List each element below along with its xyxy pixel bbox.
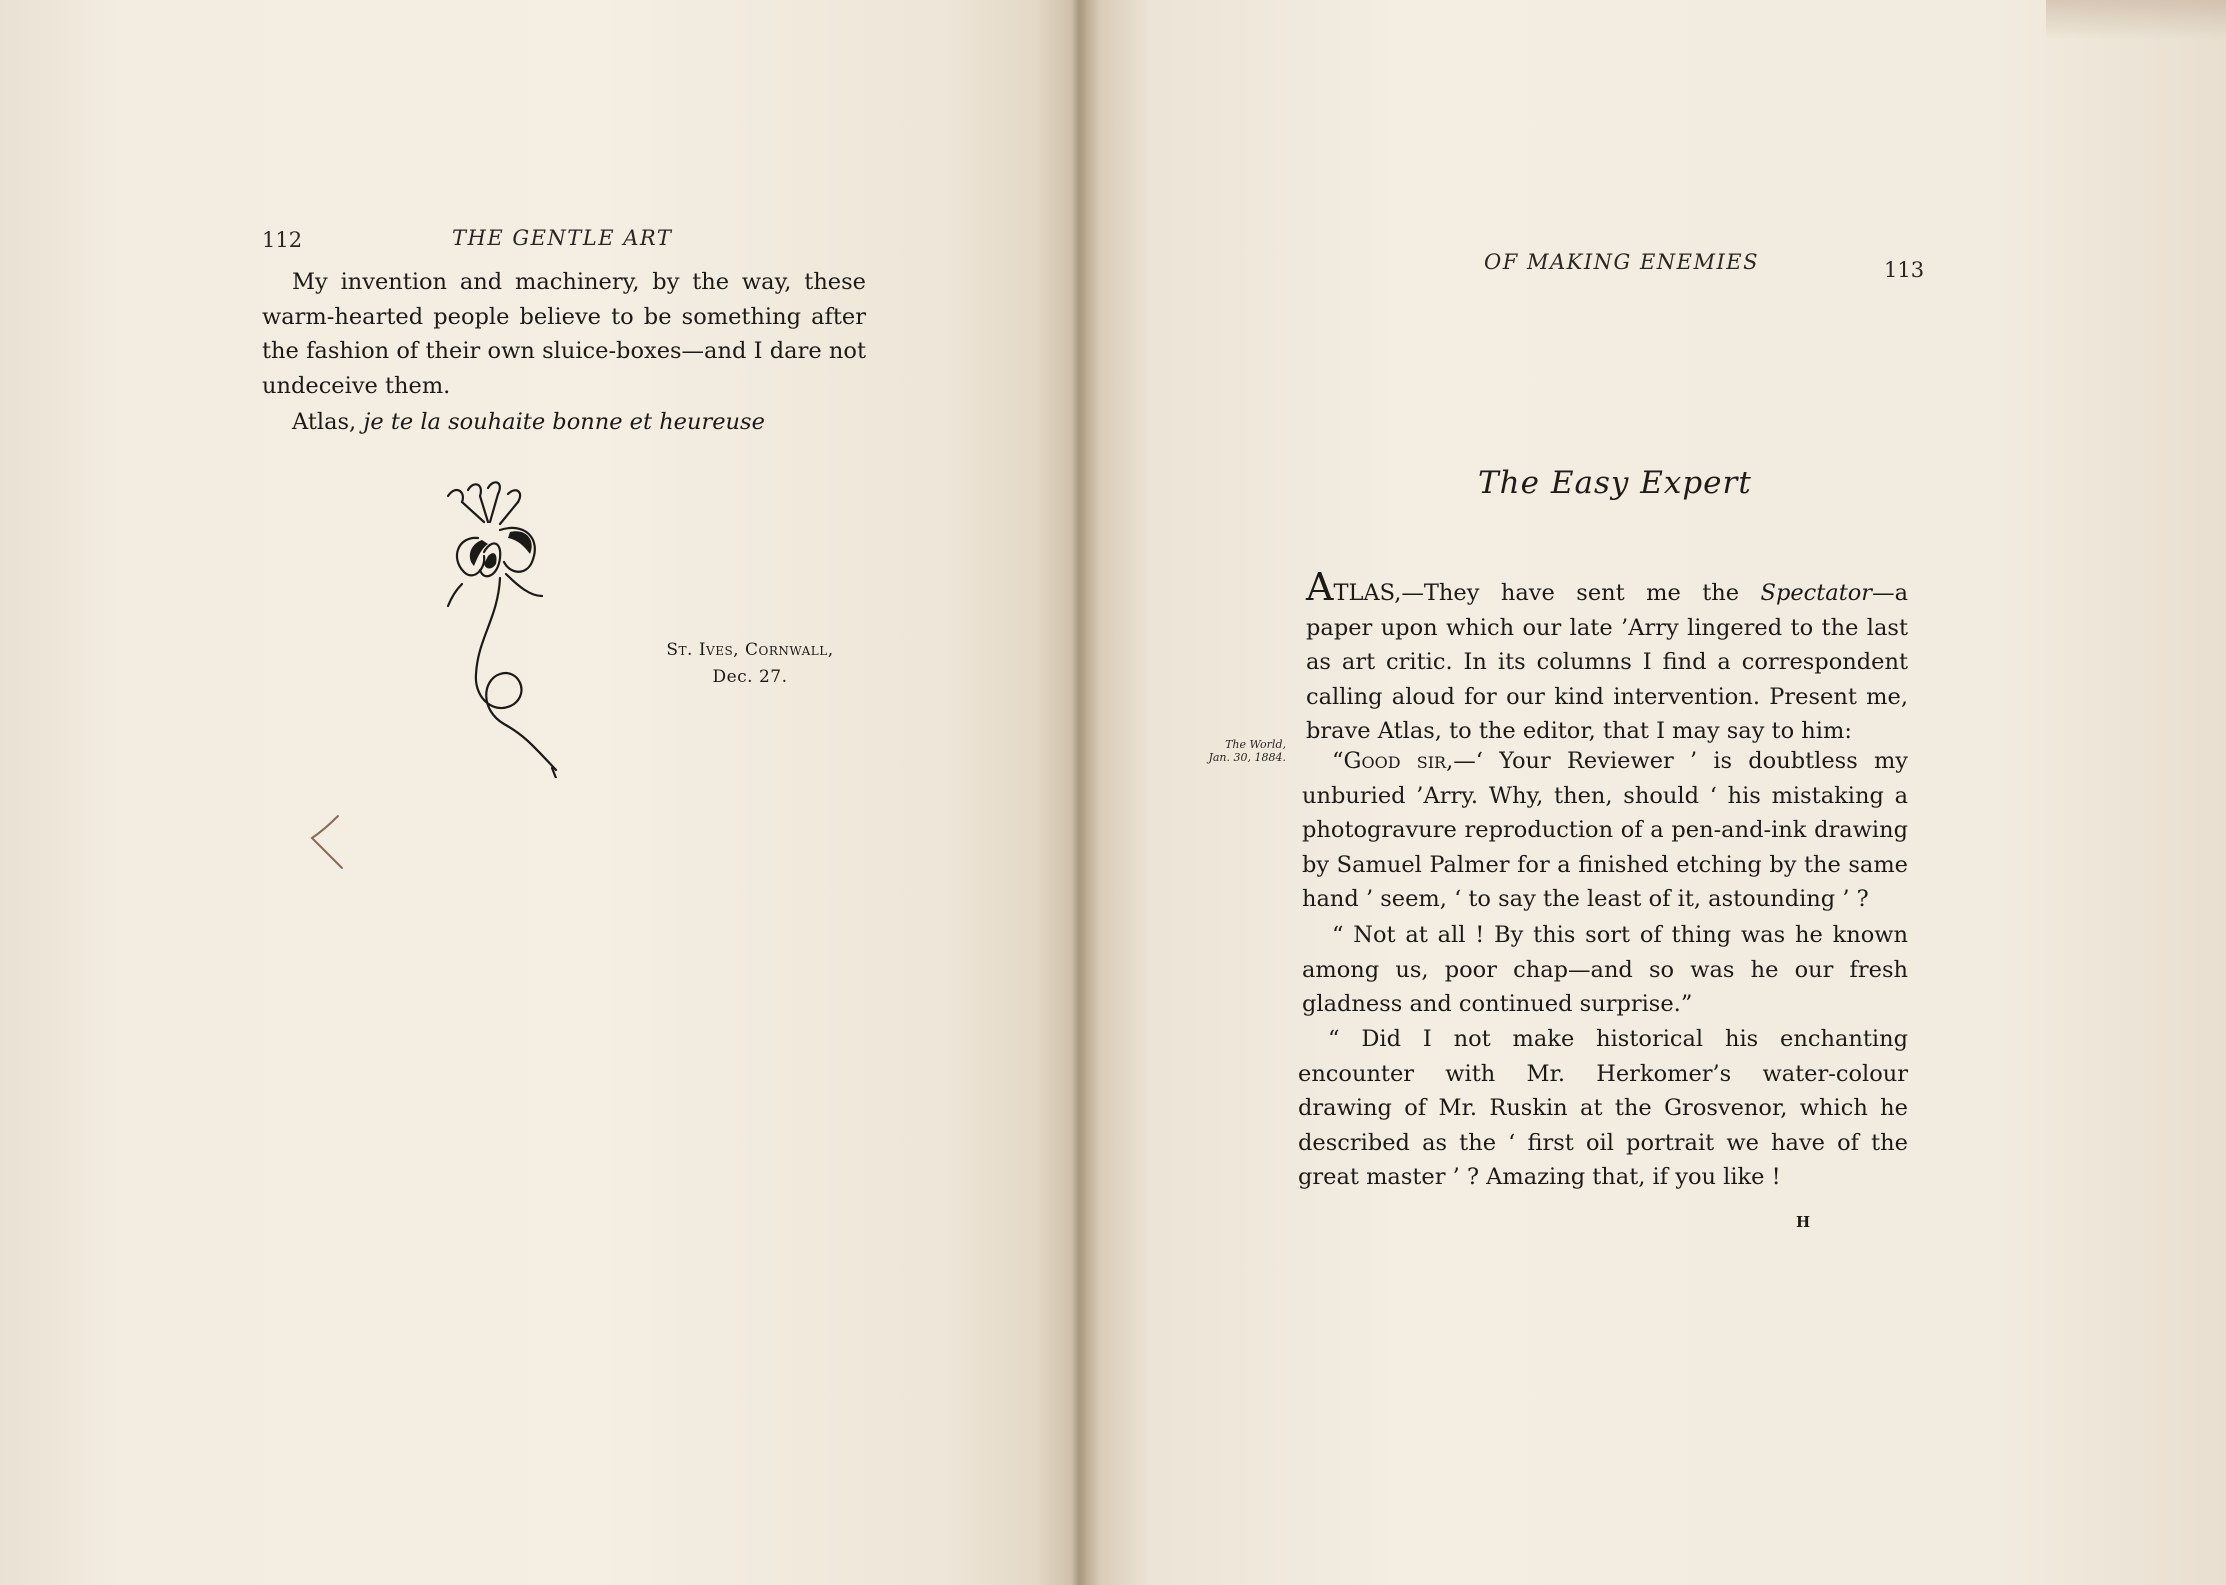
right-paragraph-1-caps: TLAS, (1333, 580, 1402, 606)
left-running-head: THE GENTLE ART (452, 226, 673, 250)
right-page-number: 113 (1884, 258, 1925, 282)
page-stain (2046, 0, 2226, 40)
drop-cap: A (1306, 565, 1334, 609)
margin-note-date: Jan. 30, 1884. (1208, 751, 1286, 764)
dateline-date: Dec. 27. (712, 667, 788, 687)
dateline-place: St. Ives, Cornwall, (666, 640, 834, 660)
right-running-head: OF MAKING ENEMIES (1484, 250, 1759, 274)
right-paragraph-1-a: —They have sent me the (1401, 580, 1740, 606)
right-paragraph-4: “ Did I not make historical his enchanting encounter with Mr. Herkomer’s water-colour drawing of Mr. Ruskin at the Grosvenor, which he described as the ‘ first oil portrait we have of the great master ’ ? Amazing that, if you like ! (1298, 1026, 1908, 1190)
margin-note (1196, 738, 1286, 764)
margin-note-source: The World, (1225, 738, 1286, 751)
good-sir: Good sir, (1343, 748, 1454, 774)
dateline (620, 637, 880, 691)
left-paragraph-2-lead: Atlas, (292, 409, 357, 435)
butterfly-signature-icon (438, 478, 598, 778)
left-page-number: 112 (262, 228, 303, 252)
right-paragraph-3: “ Not at all ! By this sort of thing was he known among us, poor chap—and so was he our fresh gladness and continued surprise.” (1302, 922, 1908, 1017)
pencil-mark-icon (308, 812, 354, 870)
right-paragraph-1-b: —a paper upon which our late ’Arry lingered to the last as art critic. In its columns I find a correspondent calling aloud for our kind intervention. Present me, brave Atlas, to the editor, that I may say to him: (1306, 580, 1908, 744)
spectator-title: Spectator (1760, 580, 1873, 606)
right-paragraph-1 (1306, 565, 1908, 749)
right-paragraph-2 (1302, 744, 1908, 917)
signature-mark: H (1796, 1213, 1811, 1231)
right-paragraph-2-open: “ (1332, 748, 1344, 774)
book-gutter (1072, 0, 1086, 1585)
right-paragraph-2-rest: —‘ Your Reviewer ’ is doubtless my unburied ’Arry. Why, then, should ‘ his mistaking a photogravure reproduction of a pen-and-ink drawing by Samuel Palmer for a finished etching by the same hand ’ seem, ‘ to say the least of it, astounding ’ ? (1302, 748, 1908, 912)
left-paragraph-1: My invention and machinery, by the way, these warm-hearted people believe to be something after the fashion of their own sluice-boxes—and I dare not undeceive them. (262, 269, 866, 399)
left-paragraph-2 (292, 405, 872, 440)
article-title: The Easy Expert (1478, 465, 1752, 501)
left-paragraph-2-french: je te la souhaite bonne et heureuse (363, 409, 765, 435)
